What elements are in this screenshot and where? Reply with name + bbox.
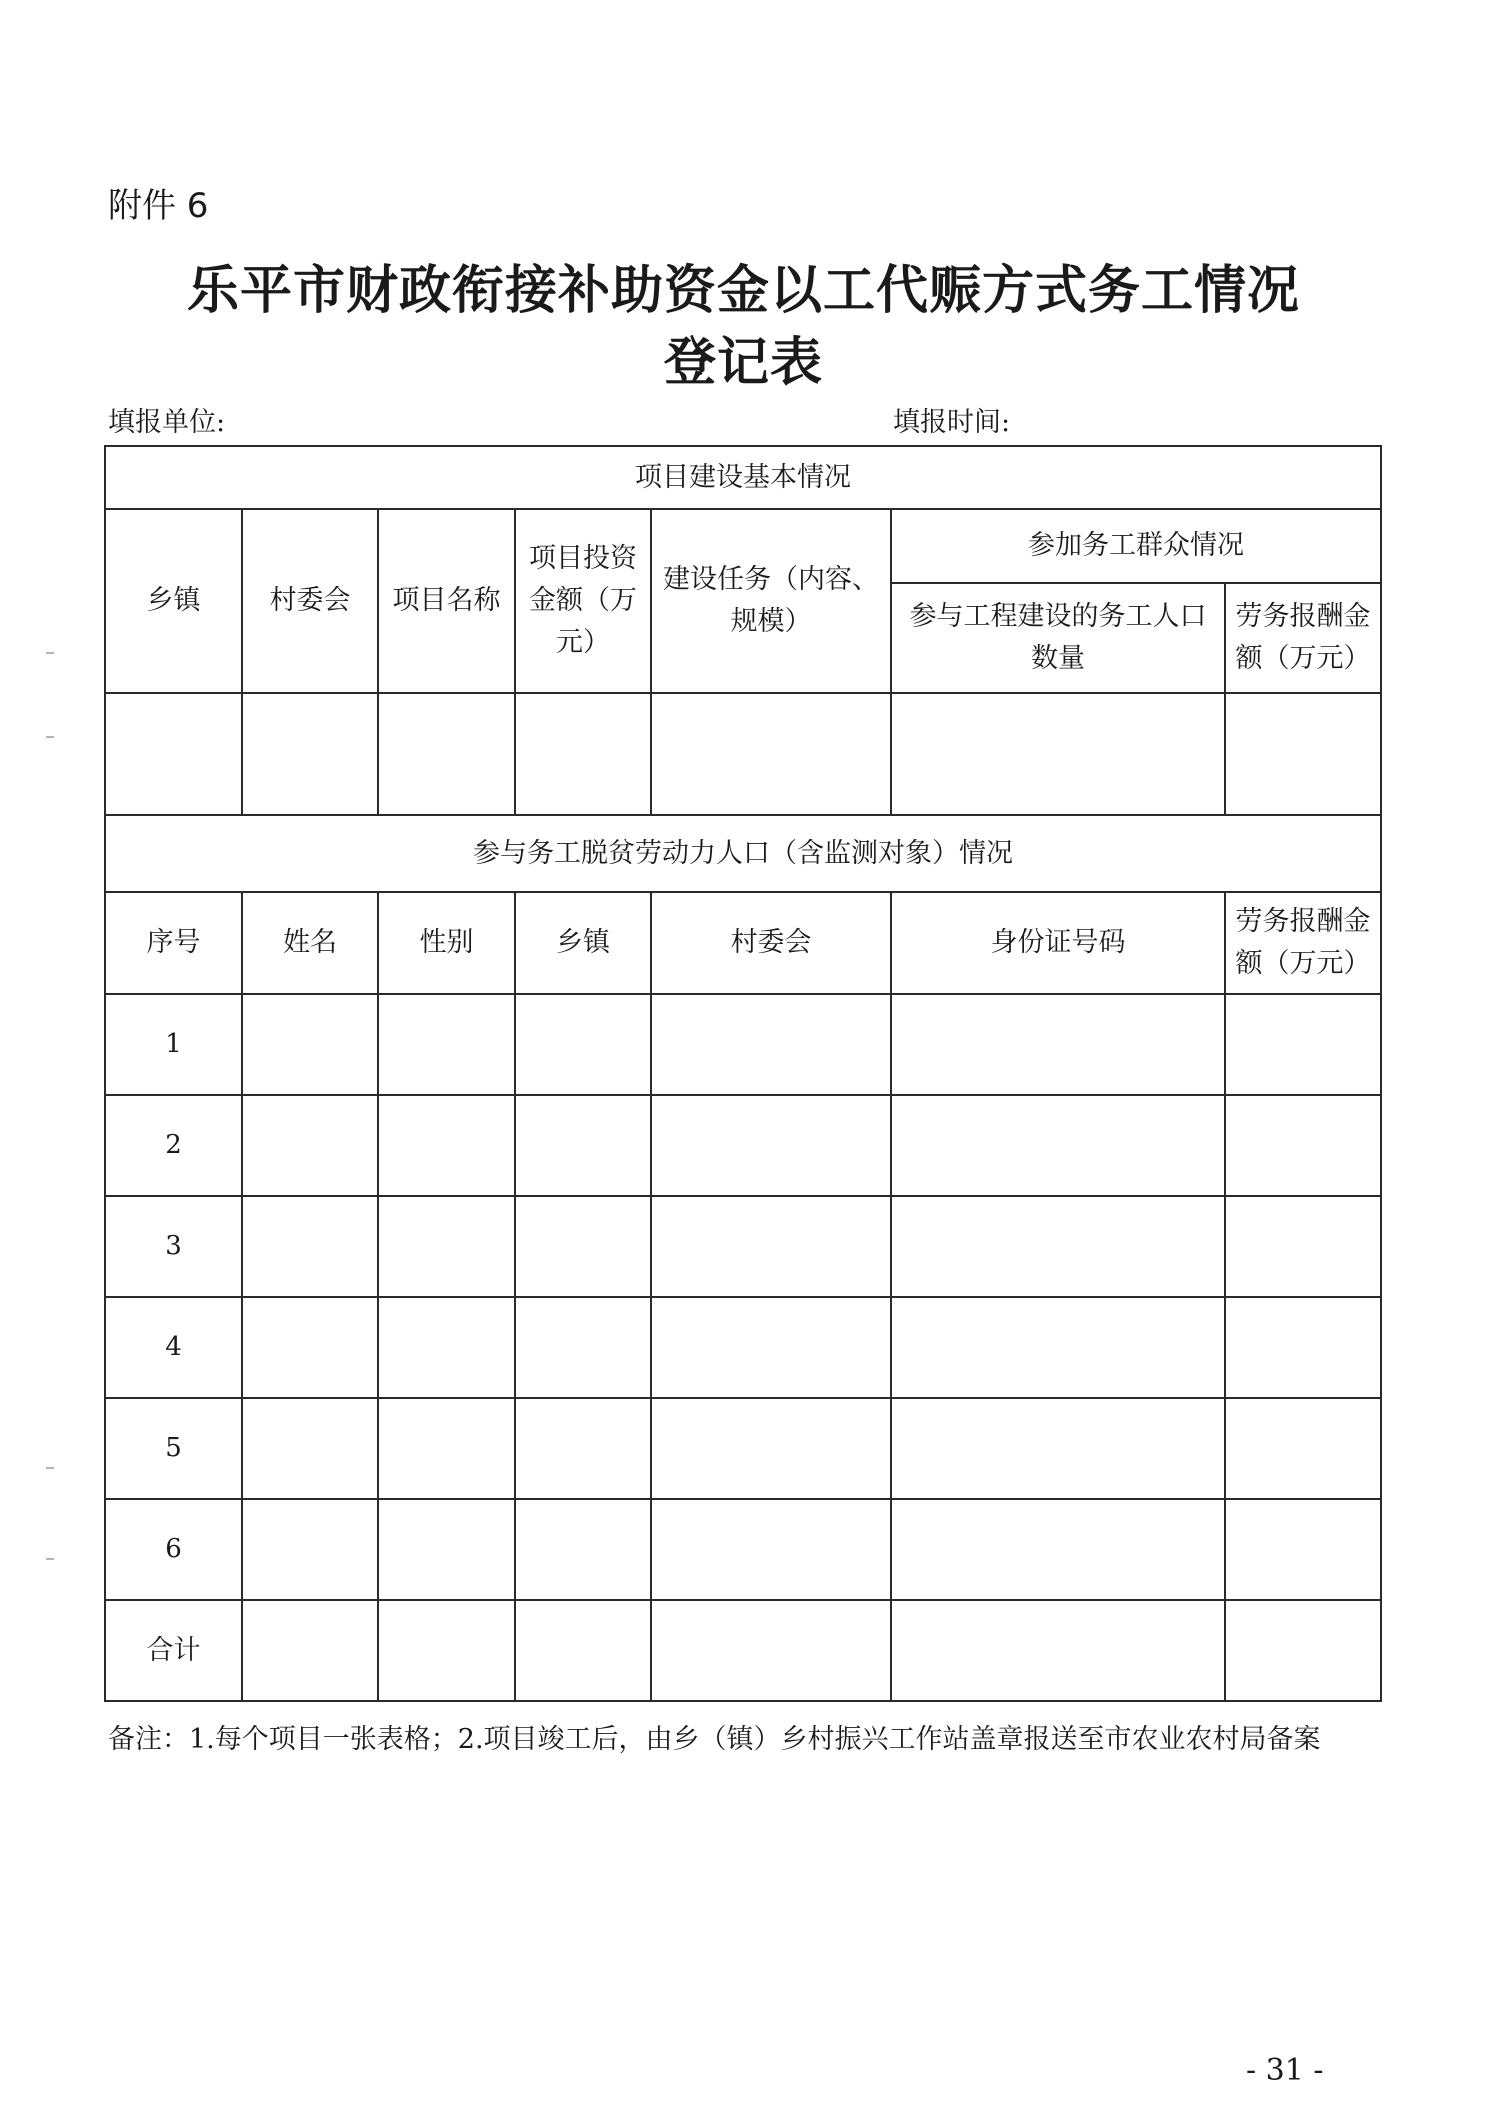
cell-gender[interactable] bbox=[378, 1095, 515, 1196]
col-header-name: 姓名 bbox=[242, 892, 378, 994]
cell-gender[interactable] bbox=[378, 1398, 515, 1499]
cell-village-committee[interactable] bbox=[651, 994, 891, 1095]
cell-id-number[interactable] bbox=[891, 1297, 1225, 1398]
cell-labor-pay[interactable] bbox=[1225, 693, 1381, 815]
page-number: - 31 - bbox=[1246, 2053, 1324, 2088]
cell-township[interactable] bbox=[515, 994, 651, 1095]
col-header-investment: 项目投资金额（万元） bbox=[515, 509, 651, 693]
cell-labor-pay[interactable] bbox=[1225, 1095, 1381, 1196]
cell-name[interactable] bbox=[242, 1398, 378, 1499]
total-label: 合计 bbox=[105, 1600, 242, 1701]
cell-village-committee[interactable] bbox=[651, 1196, 891, 1297]
cell-name[interactable] bbox=[242, 1600, 378, 1701]
cell-gender[interactable] bbox=[378, 1196, 515, 1297]
page-title: 乐平市财政衔接补助资金以工代赈方式务工情况 bbox=[186, 260, 1300, 321]
fill-unit-label: 填报单位: bbox=[108, 407, 226, 438]
col-header-construction-task: 建设任务（内容、规模） bbox=[651, 509, 891, 693]
cell-name[interactable] bbox=[242, 1095, 378, 1196]
cell-township[interactable] bbox=[515, 1095, 651, 1196]
cell-village-committee[interactable] bbox=[651, 1297, 891, 1398]
project-data-row bbox=[105, 693, 1381, 815]
registration-table bbox=[104, 445, 1382, 1702]
cell-labor-pay[interactable] bbox=[1225, 1600, 1381, 1701]
cell-township[interactable] bbox=[515, 1297, 651, 1398]
col-header-labor-pay: 劳务报酬金额（万元） bbox=[1225, 892, 1381, 994]
col-header-labor-pay: 劳务报酬金额（万元） bbox=[1225, 583, 1381, 693]
col-header-participants-group: 参加务工群众情况 bbox=[891, 509, 1381, 583]
cell-project-name[interactable] bbox=[378, 693, 515, 815]
scan-mark bbox=[46, 736, 54, 738]
labor-section-title: 参与务工脱贫劳动力人口（含监测对象）情况 bbox=[105, 815, 1381, 892]
cell-labor-pay[interactable] bbox=[1225, 1398, 1381, 1499]
cell-construction-task[interactable] bbox=[651, 693, 891, 815]
cell-township[interactable] bbox=[105, 693, 242, 815]
cell-investment[interactable] bbox=[515, 693, 651, 815]
cell-village-committee[interactable] bbox=[242, 693, 378, 815]
cell-id-number[interactable] bbox=[891, 1600, 1225, 1701]
cell-village-committee[interactable] bbox=[651, 1600, 891, 1701]
cell-gender[interactable] bbox=[378, 1297, 515, 1398]
table-row bbox=[105, 994, 1381, 1095]
cell-worker-count[interactable] bbox=[891, 693, 1225, 815]
table-row bbox=[105, 1398, 1381, 1499]
cell-village-committee[interactable] bbox=[651, 1095, 891, 1196]
col-header-township: 乡镇 bbox=[105, 509, 242, 693]
row-seq: 5 bbox=[105, 1398, 242, 1499]
table-row bbox=[105, 1297, 1381, 1398]
cell-id-number[interactable] bbox=[891, 1196, 1225, 1297]
cell-township[interactable] bbox=[515, 1499, 651, 1600]
attachment-label: 附件 6 bbox=[108, 186, 209, 226]
row-seq: 4 bbox=[105, 1297, 242, 1398]
cell-labor-pay[interactable] bbox=[1225, 1499, 1381, 1600]
cell-labor-pay[interactable] bbox=[1225, 994, 1381, 1095]
cell-gender[interactable] bbox=[378, 994, 515, 1095]
col-header-township: 乡镇 bbox=[515, 892, 651, 994]
cell-name[interactable] bbox=[242, 1196, 378, 1297]
cell-name[interactable] bbox=[242, 1297, 378, 1398]
cell-name[interactable] bbox=[242, 994, 378, 1095]
row-seq: 3 bbox=[105, 1196, 242, 1297]
cell-village-committee[interactable] bbox=[651, 1398, 891, 1499]
cell-id-number[interactable] bbox=[891, 1095, 1225, 1196]
scan-mark bbox=[46, 1558, 54, 1560]
project-section-title: 项目建设基本情况 bbox=[105, 446, 1381, 509]
fill-time-label: 填报时间: bbox=[893, 407, 1011, 438]
table-row bbox=[105, 1499, 1381, 1600]
cell-labor-pay[interactable] bbox=[1225, 1297, 1381, 1398]
cell-township[interactable] bbox=[515, 1600, 651, 1701]
col-header-seq: 序号 bbox=[105, 892, 242, 994]
row-seq: 6 bbox=[105, 1499, 242, 1600]
cell-township[interactable] bbox=[515, 1196, 651, 1297]
row-seq: 1 bbox=[105, 994, 242, 1095]
table-row bbox=[105, 1196, 1381, 1297]
col-header-gender: 性别 bbox=[378, 892, 515, 994]
col-header-village-committee: 村委会 bbox=[651, 892, 891, 994]
cell-gender[interactable] bbox=[378, 1499, 515, 1600]
col-header-project-name: 项目名称 bbox=[378, 509, 515, 693]
cell-id-number[interactable] bbox=[891, 1499, 1225, 1600]
cell-id-number[interactable] bbox=[891, 994, 1225, 1095]
footnote: 备注：1.每个项目一张表格；2.项目竣工后，由乡（镇）乡村振兴工作站盖章报送至市农业农村局备案 bbox=[108, 1724, 1321, 1755]
cell-id-number[interactable] bbox=[891, 1398, 1225, 1499]
cell-gender[interactable] bbox=[378, 1600, 515, 1701]
col-header-village-committee: 村委会 bbox=[242, 509, 378, 693]
row-seq: 2 bbox=[105, 1095, 242, 1196]
scan-mark bbox=[46, 652, 54, 654]
table-row bbox=[105, 1095, 1381, 1196]
col-header-id-number: 身份证号码 bbox=[891, 892, 1225, 994]
col-header-worker-count: 参与工程建设的务工人口数量 bbox=[891, 583, 1225, 693]
page-subtitle: 登记表 bbox=[663, 332, 823, 393]
scan-mark bbox=[46, 1467, 54, 1469]
cell-township[interactable] bbox=[515, 1398, 651, 1499]
cell-labor-pay[interactable] bbox=[1225, 1196, 1381, 1297]
total-row bbox=[105, 1600, 1381, 1701]
cell-name[interactable] bbox=[242, 1499, 378, 1600]
cell-village-committee[interactable] bbox=[651, 1499, 891, 1600]
